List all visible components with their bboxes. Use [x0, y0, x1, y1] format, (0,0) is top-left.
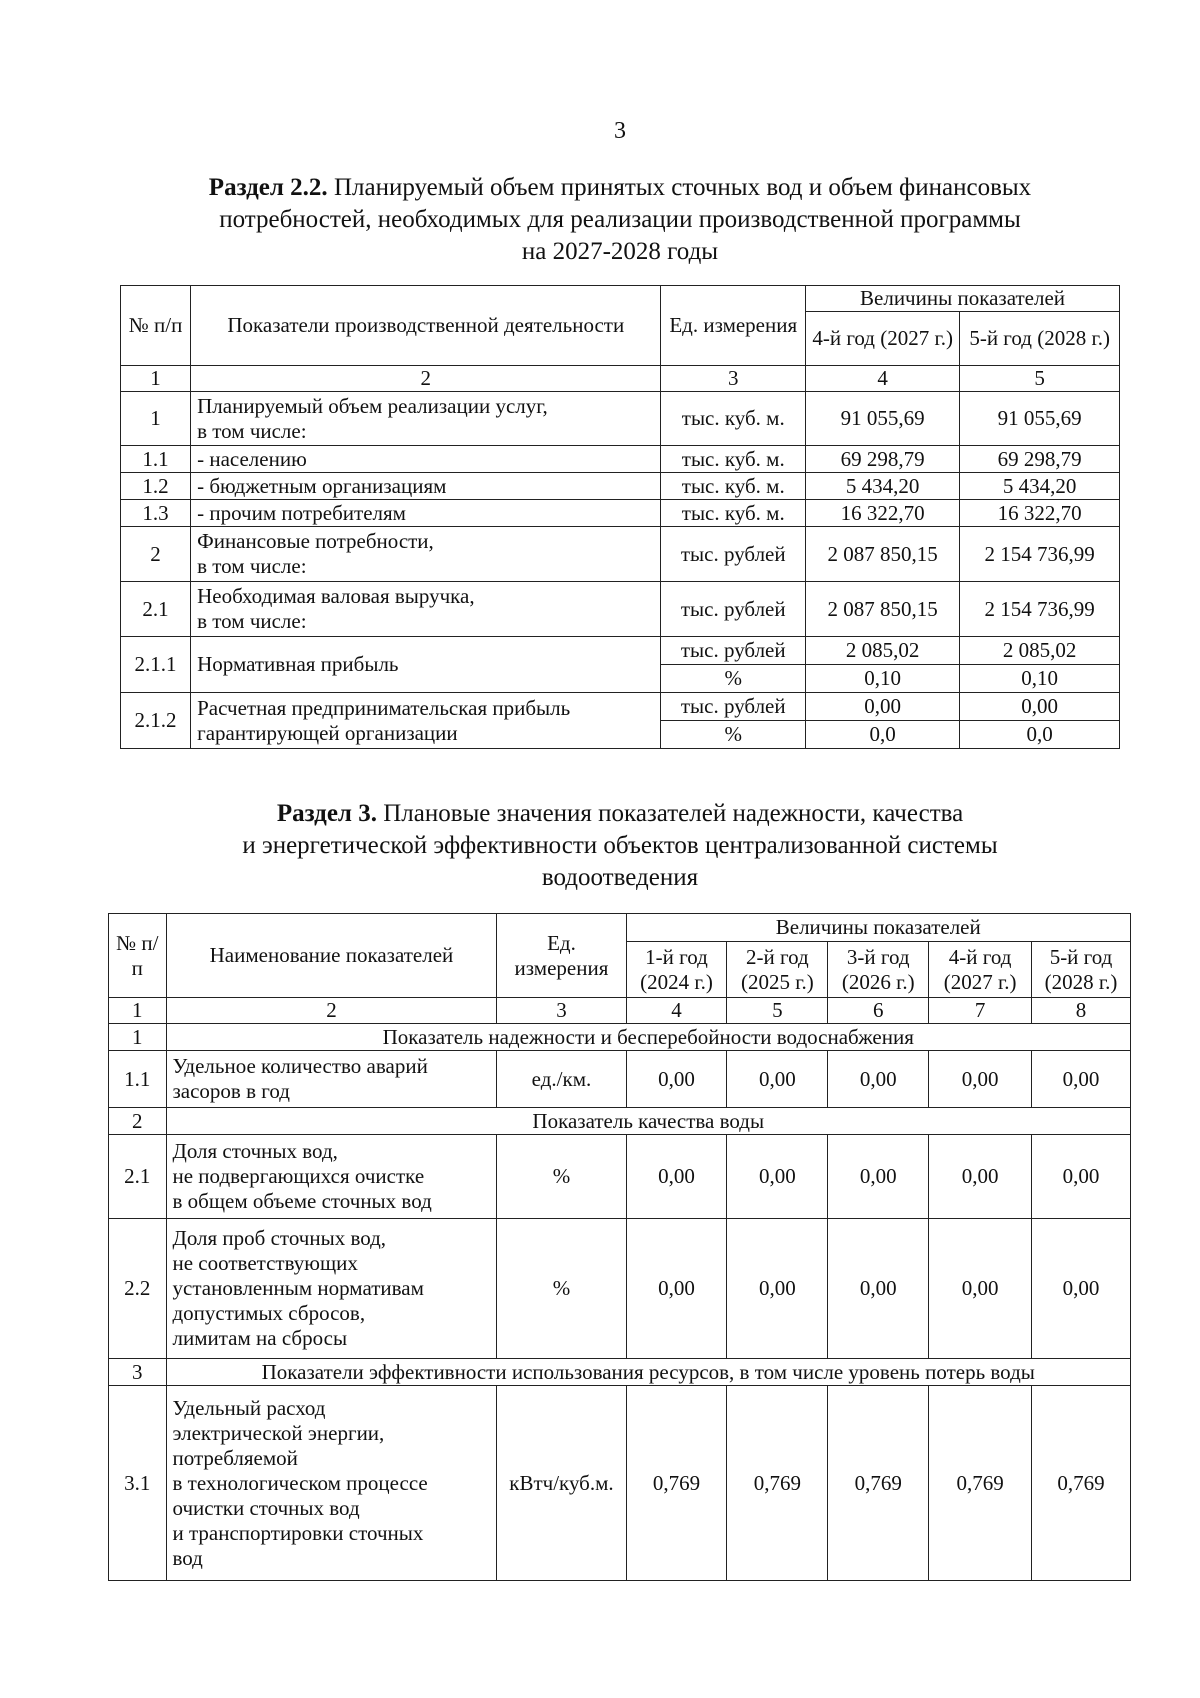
col-number: 1	[121, 366, 191, 392]
row-unit: тыс. куб. м.	[661, 500, 806, 527]
group-title: Показатели эффективности использования ресурсов, в том числе уровень потерь воды	[166, 1359, 1131, 1386]
row-unit: тыс. рублей	[661, 693, 806, 721]
row-unit: тыс. куб. м.	[661, 473, 806, 500]
section-2-2-title	[120, 172, 1120, 268]
row-unit: кВтч/куб.м.	[497, 1386, 626, 1581]
group-row	[109, 1359, 1131, 1386]
row-name-line: в общем объеме сточных вод	[172, 1189, 432, 1213]
col-number: 5	[960, 366, 1120, 392]
col-number: 2	[191, 366, 661, 392]
title-line: на 2027-2028 годы	[521, 238, 719, 265]
row-value: 0,00	[929, 1219, 1032, 1359]
row-unit: тыс. куб. м.	[661, 392, 806, 446]
group-num: 1	[109, 1024, 167, 1051]
row-unit: тыс. рублей	[661, 637, 806, 665]
row-value: 0,00	[1032, 1219, 1131, 1359]
row-value-2027: 16 322,70	[806, 500, 960, 527]
row-name-line: очистки сточных вод	[172, 1495, 360, 1520]
table-row	[121, 582, 1120, 637]
row-value: 0,769	[727, 1386, 828, 1581]
row-value: 0,00	[1032, 1051, 1131, 1108]
header-year4: 4-й год (2027 г.)	[806, 312, 960, 366]
header-row	[109, 914, 1131, 942]
col-number: 5	[727, 998, 828, 1024]
row-value-2028: 69 298,79	[960, 446, 1120, 473]
row-num: 1	[121, 392, 191, 446]
col-number: 2	[166, 998, 497, 1024]
title-line: потребностей, необходимых для реализации производственной программы	[219, 206, 1021, 233]
title-line: водоотведения	[541, 864, 699, 891]
header-num: № п/п	[109, 914, 167, 998]
header-values: Величины показателей	[806, 286, 1120, 312]
row-value: 0,00	[727, 1051, 828, 1108]
row-num: 1.3	[121, 500, 191, 527]
header-unit: Ед. измерения	[661, 286, 806, 366]
row-num: 1.1	[109, 1051, 167, 1108]
row-name-line: не подвергающихся очистке	[172, 1164, 425, 1188]
title-line: и энергетической эффективности объектов централизованной системы	[242, 832, 998, 859]
row-unit: тыс. рублей	[661, 582, 806, 637]
table-row	[121, 500, 1120, 527]
row-name-line: в том числе:	[197, 554, 307, 578]
row-value: 0,769	[1032, 1386, 1131, 1581]
row-name: - прочим потребителям	[191, 500, 661, 527]
header-year1: 1-й год (2024 г.)	[626, 942, 727, 998]
section-label: Раздел 3.	[276, 800, 377, 827]
row-unit: %	[497, 1219, 626, 1359]
row-value: 0,00	[626, 1219, 727, 1359]
row-value-2027: 91 055,69	[806, 392, 960, 446]
row-name-line: Доля сточных вод,	[172, 1139, 338, 1163]
group-row	[109, 1108, 1131, 1135]
row-name: - бюджетным организациям	[191, 473, 661, 500]
header-year5: 5-й год (2028 г.)	[960, 312, 1120, 366]
row-name	[166, 1135, 497, 1219]
row-value-2028: 2 085,02	[960, 637, 1120, 665]
header-year2: 2-й год (2025 г.)	[727, 942, 828, 998]
row-unit: %	[661, 665, 806, 693]
row-value: 0,769	[828, 1386, 929, 1581]
section-3-title	[120, 798, 1120, 894]
row-name-line: вод	[172, 1545, 203, 1570]
table-row	[121, 637, 1120, 665]
table-row	[109, 1135, 1131, 1219]
row-value-2027: 69 298,79	[806, 446, 960, 473]
row-name: - населению	[191, 446, 661, 473]
table-row	[121, 527, 1120, 582]
column-numbers-row	[109, 998, 1131, 1024]
table-row	[121, 693, 1120, 721]
header-num: № п/п	[121, 286, 191, 366]
row-name	[166, 1219, 497, 1359]
row-value: 0,00	[727, 1135, 828, 1219]
row-name	[191, 693, 661, 749]
row-num: 2.1.1	[121, 637, 191, 693]
row-name	[191, 527, 661, 582]
row-value: 0,00	[727, 1219, 828, 1359]
row-value-2027: 0,10	[806, 665, 960, 693]
column-numbers-row	[121, 366, 1120, 392]
page-number: 3	[614, 118, 626, 144]
row-num: 3.1	[109, 1386, 167, 1581]
row-value-2028: 0,00	[960, 693, 1120, 721]
row-value: 0,00	[828, 1051, 929, 1108]
row-name-line: электрической энергии,	[172, 1420, 385, 1445]
title-line: Планируемый объем принятых сточных вод и объем финансовых	[333, 174, 1032, 201]
row-name-line: в технологическом процессе	[172, 1470, 428, 1495]
row-name	[166, 1051, 497, 1108]
col-number: 4	[806, 366, 960, 392]
row-value: 0,00	[626, 1135, 727, 1219]
row-unit: тыс. рублей	[661, 527, 806, 582]
row-value-2028: 0,10	[960, 665, 1120, 693]
row-unit: ед./км.	[497, 1051, 626, 1108]
col-number: 4	[626, 998, 727, 1024]
table-row	[109, 1219, 1131, 1359]
row-num: 2.2	[109, 1219, 167, 1359]
row-name	[166, 1386, 497, 1581]
row-num: 1.1	[121, 446, 191, 473]
row-unit: тыс. куб. м.	[661, 446, 806, 473]
col-number: 6	[828, 998, 929, 1024]
row-name	[191, 392, 661, 446]
header-year3: 3-й год (2026 г.)	[828, 942, 929, 998]
col-number: 8	[1032, 998, 1131, 1024]
table-row	[109, 1051, 1131, 1108]
row-num: 2	[121, 527, 191, 582]
reliability-indicators-table	[108, 913, 1131, 1581]
row-name-line: и транспортировки сточных	[172, 1520, 424, 1545]
row-value-2028: 0,0	[960, 721, 1120, 749]
row-name-line: засоров в год	[172, 1079, 290, 1103]
group-title: Показатель надежности и бесперебойности водоснабжения	[166, 1024, 1131, 1051]
col-number: 1	[109, 998, 167, 1024]
row-value: 0,769	[626, 1386, 727, 1581]
header-year4: 4-й год (2027 г.)	[929, 942, 1032, 998]
row-value-2028: 91 055,69	[960, 392, 1120, 446]
row-num: 2.1.2	[121, 693, 191, 749]
header-values: Величины показателей	[626, 914, 1130, 942]
row-unit: %	[661, 721, 806, 749]
row-name-line: установленным нормативам	[172, 1276, 424, 1300]
group-title: Показатель качества воды	[166, 1108, 1131, 1135]
row-value-2028: 2 154 736,99	[960, 527, 1120, 582]
row-name-line: в том числе:	[197, 609, 307, 633]
row-value-2027: 2 087 850,15	[806, 582, 960, 637]
table-row	[121, 473, 1120, 500]
group-row	[109, 1024, 1131, 1051]
row-name-line: гарантирующей организации	[197, 720, 458, 745]
row-name-line: Удельное количество аварий	[172, 1054, 428, 1078]
row-name-line: потребляемой	[172, 1445, 298, 1470]
row-name-line: лимитам на сбросы	[172, 1326, 348, 1350]
table-row	[109, 1386, 1131, 1581]
row-name-line: не соответствующих	[172, 1251, 358, 1275]
production-volume-table	[120, 285, 1120, 749]
row-name-line: Финансовые потребности,	[197, 529, 434, 553]
row-value: 0,00	[626, 1051, 727, 1108]
row-value-2027: 0,00	[806, 693, 960, 721]
header-unit: Ед. измерения	[497, 914, 626, 998]
row-value: 0,00	[1032, 1135, 1131, 1219]
row-value: 0,00	[929, 1135, 1032, 1219]
group-num: 3	[109, 1359, 167, 1386]
header-year5: 5-й год (2028 г.)	[1032, 942, 1131, 998]
row-name-line: в том числе:	[197, 418, 307, 443]
row-name-line: допустимых сбросов,	[172, 1301, 366, 1325]
row-name-line: Расчетная предпринимательская прибыль	[197, 695, 571, 720]
row-value: 0,769	[929, 1386, 1032, 1581]
row-value-2027: 2 085,02	[806, 637, 960, 665]
row-value-2028: 5 434,20	[960, 473, 1120, 500]
row-value-2027: 5 434,20	[806, 473, 960, 500]
header-row	[121, 286, 1120, 312]
title-line: Плановые значения показателей надежности, качества	[383, 800, 964, 827]
row-value-2028: 16 322,70	[960, 500, 1120, 527]
row-value-2028: 2 154 736,99	[960, 582, 1120, 637]
row-value-2027: 0,0	[806, 721, 960, 749]
row-value: 0,00	[828, 1135, 929, 1219]
table-row	[121, 392, 1120, 446]
row-value: 0,00	[929, 1051, 1032, 1108]
row-name-line: Необходимая валовая выручка,	[197, 584, 475, 608]
row-value-2027: 2 087 850,15	[806, 527, 960, 582]
row-name	[191, 582, 661, 637]
row-num: 1.2	[121, 473, 191, 500]
table-row	[121, 446, 1120, 473]
header-indicator: Наименование показателей	[166, 914, 497, 998]
row-name-line: Планируемый объем реализации услуг,	[197, 393, 548, 418]
col-number: 3	[497, 998, 626, 1024]
row-value: 0,00	[828, 1219, 929, 1359]
group-num: 2	[109, 1108, 167, 1135]
col-number: 3	[661, 366, 806, 392]
col-number: 7	[929, 998, 1032, 1024]
row-name: Нормативная прибыль	[191, 637, 661, 693]
row-unit: %	[497, 1135, 626, 1219]
section-label: Раздел 2.2.	[208, 174, 328, 201]
row-num: 2.1	[121, 582, 191, 637]
row-name-line: Удельный расход	[172, 1395, 326, 1420]
row-num: 2.1	[109, 1135, 167, 1219]
row-name-line: Доля проб сточных вод,	[172, 1226, 387, 1250]
header-indicator: Показатели производственной деятельности	[191, 286, 661, 366]
